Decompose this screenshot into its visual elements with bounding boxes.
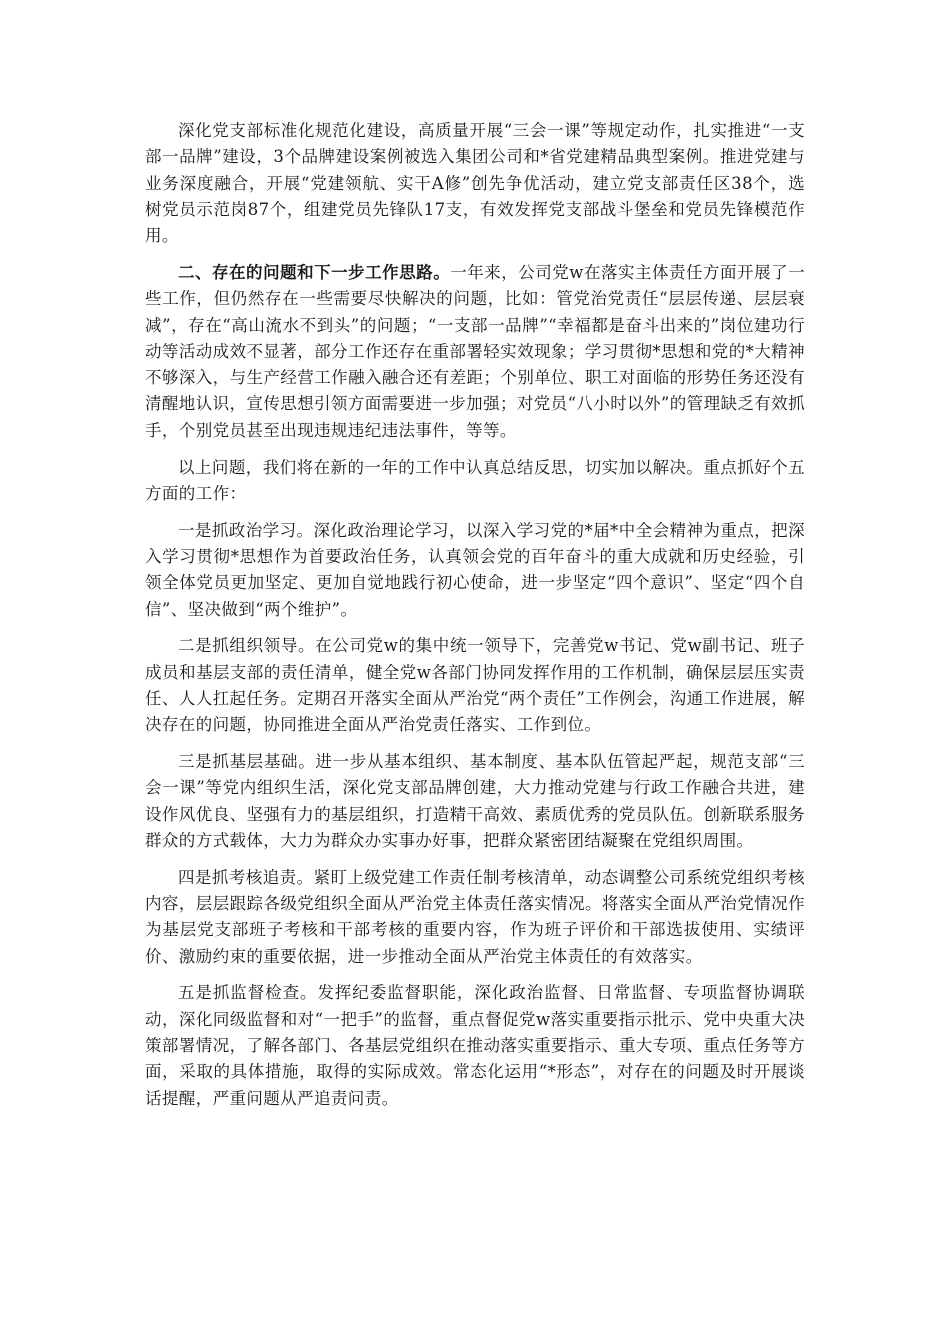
paragraph-text: 深化党支部标准化规范化建设，高质量开展“三会一课”等规定动作，扎实推进“一支部一品牌”建设，3个品牌建设案例被选入集团公司和*省党建精品典型案例。推进党建与业务深度融合，开展“党建领航、实干A修”创先争优活动，建立党支部责任区38个，选树党员示范岗87个，组建党员先锋队17支，有效发挥党支部战斗堡垒和党员先锋模范作用。 xyxy=(145,121,805,246)
paragraph-text: 一年来，公司党w在落实主体责任方面开展了一些工作，但仍然存在一些需要尽快解决的问题，比如：管党治党责任“层层传递、层层衰减”，存在“高山流水不到头”的问题；“一支部一品牌”“幸福都是奋斗出来的”岗位建功行动等活动成效不显著，部分工作还存在重部署轻实效现象；学习贯彻*思想和党的*大精神不够深入，与生产经营工作融入融合还有差距；个别单位、职工对面临的形势任务还没有清醒地认识，宣传思想引领方面需要进一步加强；对党员“八小时以外”的管理缺乏有效抓手，个别党员甚至出现违规违纪违法事件，等等。 xyxy=(145,262,805,440)
paragraph-problems-and-ideas xyxy=(145,260,805,444)
paragraph-text: 二是抓组织领导。在公司党w的集中统一领导下，完善党w书记、党w副书记、班子成员和基层支部的责任清单，健全党w各部门协同发挥作用的工作机制，确保层层压实责任、人人扛起任务。定期召开落实全面从严治党“两个责任”工作例会，沟通工作进展，解决存在的问题，协同推进全面从严治党责任落实、工作到位。 xyxy=(145,636,805,735)
paragraph-text: 以上问题，我们将在新的一年的工作中认真总结反思，切实加以解决。重点抓好个五方面的工作： xyxy=(145,457,805,503)
paragraph-grassroots-foundation xyxy=(145,749,805,854)
paragraph-text: 四是抓考核追责。紧盯上级党建工作责任制考核清单，动态调整公司系统党组织考核内容，层层跟踪各级党组织全面从严治党主体责任落实情况。将落实全面从严治党情况作为基层党支部班子考核和干部考核的重要内容，作为班子评价和干部选拔使用、实绩评价、激励约束的重要依据，进一步推动全面从严治党主体责任的有效落实。 xyxy=(145,867,805,966)
paragraph-assessment-accountability xyxy=(145,865,805,970)
paragraph-text: 五是抓监督检查。发挥纪委监督职能，深化政治监督、日常监督、专项监督协调联动，深化同级监督和对“一把手”的监督，重点督促党w落实重要指示批示、党中央重大决策部署情况，了解各部门、各基层党组织在推动落实重要指示、重大专项、重点任务等方面，采取的具体措施，取得的实际成效。常态化运用“*形态”，对存在的问题及时开展谈话提醒，严重问题从严追责问责。 xyxy=(145,983,805,1108)
paragraph-text: 三是抓基层基础。进一步从基本组织、基本制度、基本队伍管起严起，规范支部“三会一课”等党内组织生活，深化党支部品牌创建，大力推动党建与行政工作融合共进，建设作风优良、坚强有力的基层组织，打造精干高效、素质优秀的党员队伍。创新联系服务群众的方式载体，大力为群众办实事办好事，把群众紧密团结凝聚在党组织周围。 xyxy=(145,752,805,850)
document-body xyxy=(145,118,805,1122)
paragraph-party-branch-building xyxy=(145,118,805,249)
paragraph-political-study xyxy=(145,518,805,623)
paragraph-text: 一是抓政治学习。深化政治理论学习，以深入学习党的*届*中全会精神为重点，把深入学习贯彻*思想作为首要政治任务，认真领会党的百年奋斗的重大成就和历史经验，引领全体党员更加坚定、更加自觉地践行初心使命，进一步坚定“四个意识”、坚定“四个自信”、坚决做到“两个维护”。 xyxy=(145,520,805,619)
paragraph-organizational-leadership xyxy=(145,633,805,738)
paragraph-supervision-inspection xyxy=(145,980,805,1111)
section-heading: 二、存在的问题和下一步工作思路。 xyxy=(178,262,451,282)
paragraph-summary xyxy=(145,455,805,508)
